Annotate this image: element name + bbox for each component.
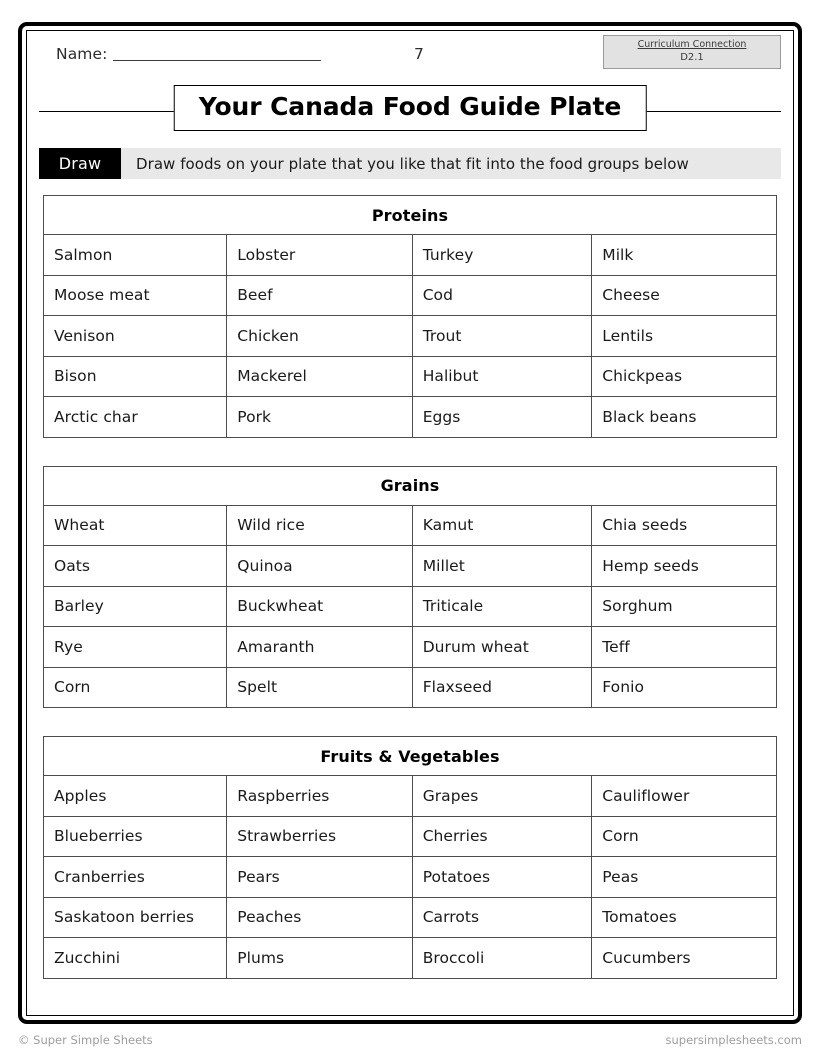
food-item-cell: Kamut (412, 505, 592, 546)
food-item-cell: Rye (44, 627, 227, 668)
food-item-cell: Corn (44, 667, 227, 708)
food-item-cell: Tomatoes (592, 897, 777, 938)
table-row (44, 397, 777, 438)
food-item-cell: Beef (227, 275, 412, 316)
food-item-cell: Fonio (592, 667, 777, 708)
food-item-cell: Trout (412, 316, 592, 357)
food-item-cell: Cherries (412, 816, 592, 857)
footer-website: supersimplesheets.com (665, 1033, 802, 1047)
food-item-cell: Carrots (412, 897, 592, 938)
food-group-table (43, 466, 777, 709)
instruction-text: Draw foods on your plate that you like that fit into the food groups below (121, 148, 781, 179)
food-item-cell: Spelt (227, 667, 412, 708)
instruction-bar (39, 148, 781, 179)
footer-copyright: © Super Simple Sheets (18, 1033, 153, 1047)
name-input-blank[interactable] (113, 46, 321, 61)
worksheet-content (27, 31, 793, 1015)
food-item-cell: Chicken (227, 316, 412, 357)
food-item-cell: Saskatoon berries (44, 897, 227, 938)
title-band (39, 83, 781, 139)
food-item-cell: Cheese (592, 275, 777, 316)
page-number: 7 (414, 45, 424, 63)
food-item-cell: Venison (44, 316, 227, 357)
food-item-cell: Hemp seeds (592, 546, 777, 587)
food-item-cell: Cucumbers (592, 938, 777, 979)
table-row (44, 667, 777, 708)
food-item-cell: Cauliflower (592, 776, 777, 817)
food-group-table (43, 736, 777, 979)
food-item-cell: Milk (592, 235, 777, 276)
food-item-cell: Zucchini (44, 938, 227, 979)
food-item-cell: Corn (592, 816, 777, 857)
table-row (44, 857, 777, 898)
table-row (44, 546, 777, 587)
food-item-cell: Bison (44, 356, 227, 397)
food-item-cell: Arctic char (44, 397, 227, 438)
food-item-cell: Sorghum (592, 586, 777, 627)
food-item-cell: Wheat (44, 505, 227, 546)
page-title-box (174, 85, 647, 131)
curriculum-connection-title: Curriculum Connection (637, 39, 747, 50)
food-item-cell: Peaches (227, 897, 412, 938)
table-row (44, 505, 777, 546)
food-group-tables (39, 195, 781, 979)
worksheet-inner-border (26, 30, 794, 1016)
table-row (44, 816, 777, 857)
food-item-cell: Lobster (227, 235, 412, 276)
table-row (44, 316, 777, 357)
food-item-cell: Strawberries (227, 816, 412, 857)
food-item-cell: Potatoes (412, 857, 592, 898)
food-item-cell: Wild rice (227, 505, 412, 546)
food-item-cell: Pears (227, 857, 412, 898)
food-item-cell: Peas (592, 857, 777, 898)
curriculum-connection-badge (603, 35, 781, 69)
table-row (44, 275, 777, 316)
food-item-cell: Blueberries (44, 816, 227, 857)
table-header-row (44, 196, 777, 235)
food-item-cell: Amaranth (227, 627, 412, 668)
food-item-cell: Black beans (592, 397, 777, 438)
name-label: Name: (56, 45, 108, 63)
food-item-cell: Broccoli (412, 938, 592, 979)
food-group-heading: Proteins (44, 196, 777, 235)
food-item-cell: Teff (592, 627, 777, 668)
food-item-cell: Chia seeds (592, 505, 777, 546)
food-item-cell: Turkey (412, 235, 592, 276)
worksheet-page-border (18, 22, 802, 1024)
food-item-cell: Barley (44, 586, 227, 627)
page-title: Your Canada Food Guide Plate (198, 92, 622, 121)
table-header-row (44, 737, 777, 776)
worksheet-header (39, 31, 781, 81)
table-row (44, 586, 777, 627)
food-item-cell: Eggs (412, 397, 592, 438)
food-item-cell: Grapes (412, 776, 592, 817)
food-item-cell: Lentils (592, 316, 777, 357)
food-item-cell: Millet (412, 546, 592, 587)
curriculum-connection-code: D2.1 (680, 52, 704, 63)
food-item-cell: Moose meat (44, 275, 227, 316)
table-row (44, 938, 777, 979)
table-header-row (44, 466, 777, 505)
food-item-cell: Quinoa (227, 546, 412, 587)
food-item-cell: Halibut (412, 356, 592, 397)
food-item-cell: Durum wheat (412, 627, 592, 668)
table-row (44, 627, 777, 668)
table-row (44, 776, 777, 817)
food-item-cell: Mackerel (227, 356, 412, 397)
food-group-table (43, 195, 777, 438)
food-item-cell: Cod (412, 275, 592, 316)
name-field (56, 45, 321, 63)
food-item-cell: Triticale (412, 586, 592, 627)
food-item-cell: Apples (44, 776, 227, 817)
food-group-heading: Fruits & Vegetables (44, 737, 777, 776)
food-item-cell: Oats (44, 546, 227, 587)
food-item-cell: Salmon (44, 235, 227, 276)
food-item-cell: Pork (227, 397, 412, 438)
food-item-cell: Buckwheat (227, 586, 412, 627)
food-item-cell: Cranberries (44, 857, 227, 898)
worksheet-footer (18, 1030, 802, 1050)
food-item-cell: Raspberries (227, 776, 412, 817)
table-row (44, 356, 777, 397)
table-row (44, 897, 777, 938)
food-item-cell: Plums (227, 938, 412, 979)
food-group-heading: Grains (44, 466, 777, 505)
food-item-cell: Chickpeas (592, 356, 777, 397)
instruction-tag: Draw (39, 148, 121, 179)
table-row (44, 235, 777, 276)
food-item-cell: Flaxseed (412, 667, 592, 708)
